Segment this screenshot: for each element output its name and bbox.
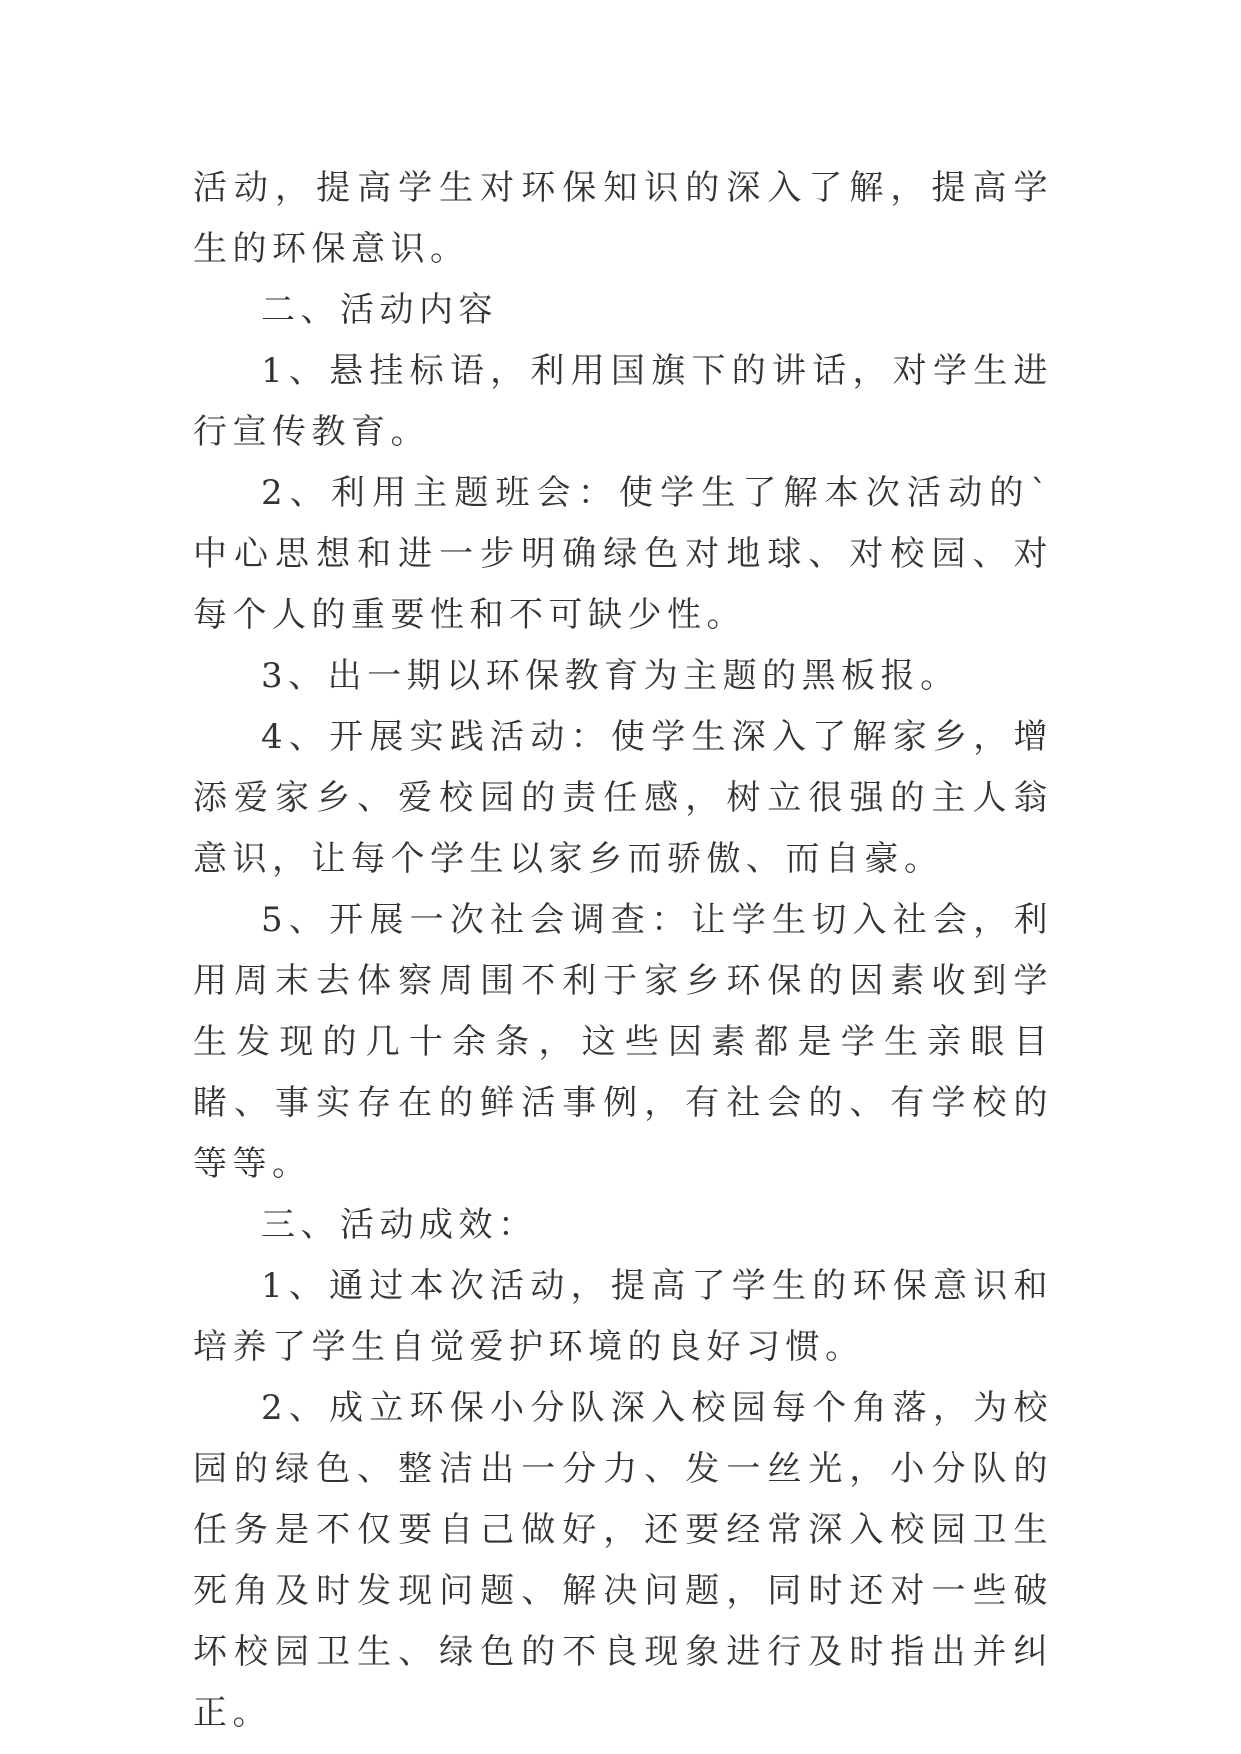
paragraph-item-2: 2、利用主题班会：使学生了解本次活动的`中心思想和进一步明确绿色对地球、对校园、对每个人的重要性和不可缺少性。 (193, 473, 1053, 635)
paragraph-item-5: 5、开展一次社会调查：让学生切入社会，利用周末去体察周围不利于家乡环保的因素收到学生发现的几十余条，这些因素都是学生亲眼目睹、事实存在的鲜活事例，有社会的、有学校的等等。 (193, 900, 1053, 1184)
paragraph-result-2: 2、成立环保小分队深入校园每个角落，为校园的绿色、整洁出一分力、发一丝光，小分队的任务是不仅要自己做好，还要经常深入校园卫生死角及时发现问题、解决问题，同时还对一些破坏校园卫生、绿色的不良现象进行及时指出并纠正。 (193, 1388, 1053, 1733)
document-body (193, 158, 1053, 1744)
paragraph-result-1: 1、通过本次活动，提高了学生的环保意识和培养了学生自觉爱护环境的良好习惯。 (193, 1266, 1053, 1367)
section-heading-activity-results: 三、活动成效： (261, 1205, 538, 1245)
paragraph-item-4: 4、开展实践活动：使学生深入了解家乡，增添爱家乡、爱校园的责任感，树立很强的主人翁意识，让每个学生以家乡而骄傲、而自豪。 (193, 717, 1053, 879)
section-heading-activity-content: 二、活动内容 (261, 290, 498, 330)
paragraph-intro-continuation: 活动，提高学生对环保知识的深入了解，提高学生的环保意识。 (193, 168, 1053, 269)
paragraph-item-3: 3、出一期以环保教育为主题的黑板报。 (261, 656, 960, 696)
paragraph-item-1: 1、悬挂标语，利用国旗下的讲话，对学生进行宣传教育。 (193, 351, 1053, 452)
